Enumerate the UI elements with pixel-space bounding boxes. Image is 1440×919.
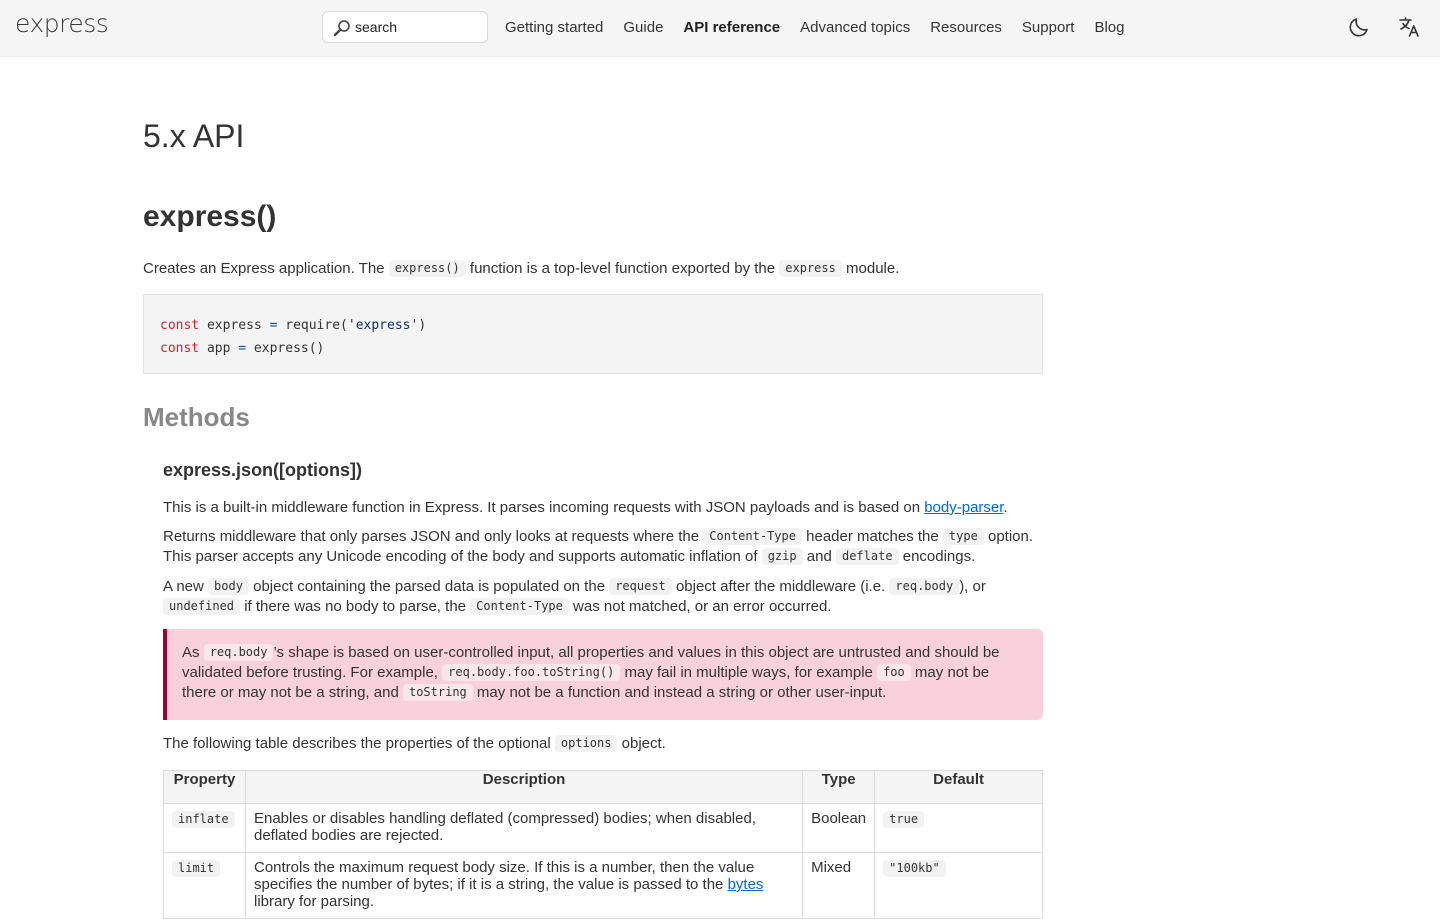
description-text: Enables or disables handling deflated (compressed) bodies; when disabled, deflated bodies are rejected.	[253, 810, 756, 844]
warning-text	[182, 643, 1013, 703]
inline-code: request	[609, 578, 672, 595]
paragraph-text: and	[802, 548, 836, 565]
description-cell	[245, 853, 802, 919]
type-cell: Boolean	[803, 804, 875, 853]
property-name: inflate	[172, 811, 235, 828]
search-input[interactable]	[355, 12, 483, 42]
inline-code: express()	[389, 260, 466, 277]
body-paragraph	[163, 577, 1043, 617]
table-intro	[163, 734, 1043, 754]
property-cell	[164, 853, 246, 919]
default-cell	[875, 853, 1043, 919]
nav-blog[interactable]: Blog	[1094, 19, 1125, 36]
intro-paragraph	[143, 259, 1043, 279]
search-box[interactable]	[322, 11, 488, 43]
options-table	[163, 770, 1043, 919]
column-header-description: Description	[245, 771, 802, 804]
warning-callout	[163, 629, 1043, 720]
table-row	[164, 804, 1043, 853]
inline-code: req.body	[204, 644, 274, 661]
method-description	[163, 498, 1043, 518]
paragraph-text: if there was no body to parse, the	[240, 598, 471, 615]
column-header-type: Type	[803, 771, 875, 804]
paragraph-text: ), or	[959, 578, 986, 595]
code-example	[143, 294, 1043, 374]
nav-getting-started[interactable]: Getting started	[505, 19, 604, 36]
express-logo[interactable]: express	[15, 9, 109, 38]
default-value: "100kb"	[883, 860, 946, 877]
paragraph-text: was not matched, or an error occurred.	[568, 598, 832, 615]
paragraph-text: may not be there or may not be a string, and	[182, 664, 990, 701]
code-line	[160, 314, 1026, 337]
paragraph-text: This is a built-in middleware function in Express. It parses incoming requests with JSON payloads and is based on	[163, 499, 925, 516]
search-icon	[333, 19, 351, 37]
code-line	[160, 337, 1026, 360]
inline-code: Content-Type	[470, 598, 569, 615]
paragraph-text: may not be a function and instead a string or other user-input.	[472, 684, 887, 701]
code-operator: =	[269, 318, 278, 333]
code-keyword: const	[160, 318, 200, 333]
description-cell	[245, 804, 802, 853]
table-header-row	[164, 771, 1043, 804]
intro-text: module.	[841, 260, 900, 277]
page-title: 5.x API	[143, 118, 245, 154]
description-text: library for parsing.	[253, 893, 375, 910]
paragraph-text: object.	[617, 735, 666, 752]
intro-text: Creates an Express application. The	[143, 260, 389, 277]
inline-code: body	[208, 578, 249, 595]
inline-code: undefined	[163, 598, 240, 615]
inline-code: foo	[877, 664, 911, 681]
paragraph-text: option. This parser accepts any Unicode encoding of the body and supports automatic inflation of	[163, 528, 1034, 565]
code-identifier: express	[199, 318, 270, 333]
paragraph-text: object containing the parsed data is populated on the	[248, 578, 610, 595]
main-nav	[505, 18, 1145, 38]
inline-code: req.body.foo.toString()	[442, 664, 620, 681]
code-string: 'express'	[347, 318, 419, 333]
inline-code: express	[779, 260, 842, 277]
translate-icon[interactable]	[1397, 15, 1421, 39]
code-call: require(	[277, 318, 348, 333]
code-operator: =	[238, 341, 247, 356]
paragraph-text: ’s shape is based on user-controlled input, all properties and values in this object are untrusted and should be validated before trusting. For example,	[182, 644, 1000, 681]
inline-code: req.body	[889, 578, 959, 595]
code-keyword: const	[160, 341, 200, 356]
returns-paragraph	[163, 527, 1043, 567]
table-row	[164, 853, 1043, 919]
paragraph-text: Returns middleware that only parses JSON and only looks at requests where the	[163, 528, 704, 545]
nav-advanced-topics[interactable]: Advanced topics	[800, 19, 911, 36]
nav-support[interactable]: Support	[1021, 19, 1075, 36]
paragraph-text: The following table describes the properties of the optional	[163, 735, 555, 752]
property-name: limit	[172, 860, 220, 877]
column-header-default: Default	[875, 771, 1043, 804]
paragraph-text: A new	[163, 578, 209, 595]
type-cell: Mixed	[803, 853, 875, 919]
paragraph-text: .	[1003, 499, 1008, 516]
methods-title: Methods	[143, 402, 250, 432]
inline-code: gzip	[762, 548, 803, 565]
inline-code: deflate	[836, 548, 899, 565]
paragraph-text: As	[182, 644, 204, 661]
code-punct: )	[418, 318, 427, 333]
inline-code: toString	[403, 684, 473, 701]
bytes-link[interactable]: bytes	[727, 876, 764, 893]
nav-guide[interactable]: Guide	[623, 19, 664, 36]
paragraph-text: object after the middleware (i.e.	[671, 578, 890, 595]
inline-code: type	[943, 528, 984, 545]
inline-code: Content-Type	[703, 528, 802, 545]
nav-api-reference[interactable]: API reference	[683, 19, 781, 36]
moon-icon[interactable]	[1347, 15, 1371, 39]
code-identifier: app	[199, 341, 239, 356]
paragraph-text: encodings.	[898, 548, 976, 565]
code-call: express()	[246, 341, 325, 356]
column-header-property: Property	[164, 771, 246, 804]
default-cell	[875, 804, 1043, 853]
description-text: Controls the maximum request body size. If this is a number, then the value specifies the number of bytes; if it is a string, the value is passed to the	[253, 859, 755, 893]
method-heading: express.json([options])	[163, 460, 363, 480]
property-cell	[164, 804, 246, 853]
paragraph-text: header matches the	[801, 528, 943, 545]
top-navbar	[0, 0, 1440, 57]
body-parser-link[interactable]: body-parser	[924, 499, 1004, 516]
paragraph-text: may fail in multiple ways, for example	[620, 664, 878, 681]
intro-text: function is a top-level function exported by the	[465, 260, 780, 277]
section-title: express()	[143, 200, 277, 233]
nav-resources[interactable]: Resources	[930, 19, 1002, 36]
inline-code: options	[555, 735, 618, 752]
default-value: true	[883, 811, 924, 828]
